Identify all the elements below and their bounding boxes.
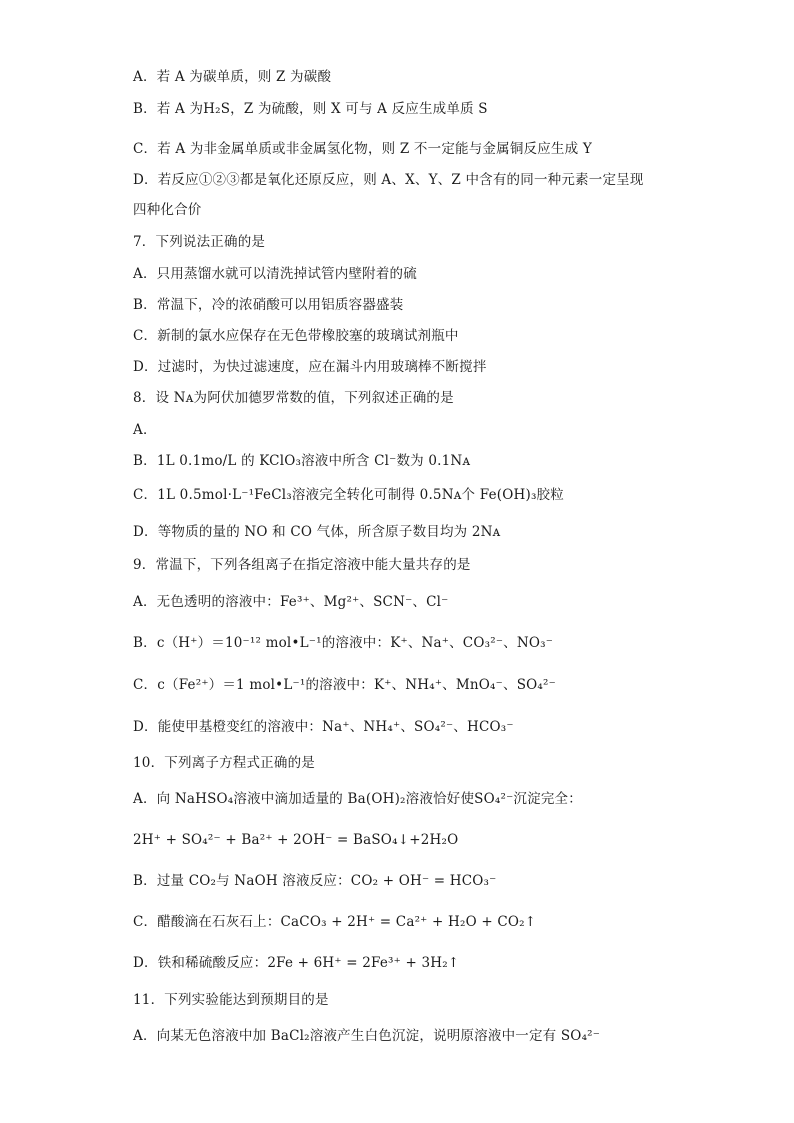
option-line: A．无色透明的溶液中：Fe³⁺、Mg²⁺、SCN⁻、Cl⁻	[133, 594, 449, 610]
question-stem: 8．设 Nᴀ为阿伏加德罗常数的值，下列叙述正确的是	[133, 390, 454, 406]
option-line: D．若反应①②③都是氧化还原反应，则 A、X、Y、Z 中含有的同一种元素一定呈现	[133, 172, 644, 188]
option-line: A．若 A 为碳单质，则 Z 为碳酸	[133, 69, 332, 85]
option-line: D．能使甲基橙变红的溶液中：Na⁺、NH₄⁺、SO₄²⁻、HCO₃⁻	[133, 719, 514, 735]
option-line: C．醋酸滴在石灰石上：CaCO₃ + 2H⁺ = Ca²⁺ + H₂O + CO₂↑	[133, 914, 537, 930]
question-stem: 10．下列离子方程式正确的是	[133, 755, 315, 771]
option-line: C．c（Fe²⁺）＝1 mol•L⁻¹的溶液中：K⁺、NH₄⁺、MnO₄⁻、SO₄²⁻	[133, 677, 556, 693]
option-line: C．若 A 为非金属单质或非金属氢化物，则 Z 不一定能与金属铜反应生成 Y	[133, 141, 592, 157]
question-stem: 11．下列实验能达到预期目的是	[133, 992, 329, 1008]
option-line: A．只用蒸馏水就可以清洗掉试管内壁附着的硫	[133, 266, 417, 282]
option-line: B．若 A 为H₂S，Z 为硫酸，则 X 可与 A 反应生成单质 S	[133, 101, 488, 117]
option-line: A．	[133, 422, 157, 438]
option-line: B．过量 CO₂与 NaOH 溶液反应：CO₂ + OH⁻ = HCO₃⁻	[133, 873, 497, 889]
question-stem: 7．下列说法正确的是	[133, 234, 266, 250]
option-line: B．1L 0.1mo/L 的 KClO₃溶液中所含 Cl⁻数为 0.1Nᴀ	[133, 453, 471, 469]
option-line: C．新制的氯水应保存在无色带橡胶塞的玻璃试剂瓶中	[133, 328, 459, 344]
option-line: A．向 NaHSO₄溶液中滴加适量的 Ba(OH)₂溶液恰好使SO₄²⁻沉淀完全：	[133, 791, 582, 807]
option-line: D．等物质的量的 NO 和 CO 气体，所含原子数目均为 2Nᴀ	[133, 524, 501, 540]
option-line: C．1L 0.5mol·L⁻¹FeCl₃溶液完全转化可制得 0.5Nᴀ个 Fe(OH)₃胶粒	[133, 487, 564, 503]
question-stem: 9．常温下，下列各组离子在指定溶液中能大量共存的是	[133, 557, 471, 573]
option-line: A．向某无色溶液中加 BaCl₂溶液产生白色沉淀，说明原溶液中一定有 SO₄²⁻	[133, 1028, 601, 1044]
option-line-continuation: 四种化合价	[133, 202, 202, 218]
option-line: B．常温下，冷的浓硝酸可以用铝质容器盛装	[133, 297, 404, 313]
equation-line: 2H⁺ + SO₄²⁻ + Ba²⁺ + 2OH⁻ = BaSO₄↓+2H₂O	[133, 832, 459, 848]
option-line: B．c（H⁺）＝10⁻¹² mol•L⁻¹的溶液中：K⁺、Na⁺、CO₃²⁻、NO₃⁻	[133, 635, 554, 651]
option-line: D．过滤时，为快过滤速度，应在漏斗内用玻璃棒不断搅拌	[133, 359, 487, 375]
option-line: D．铁和稀硫酸反应：2Fe + 6H⁺ = 2Fe³⁺ + 3H₂↑	[133, 955, 460, 971]
